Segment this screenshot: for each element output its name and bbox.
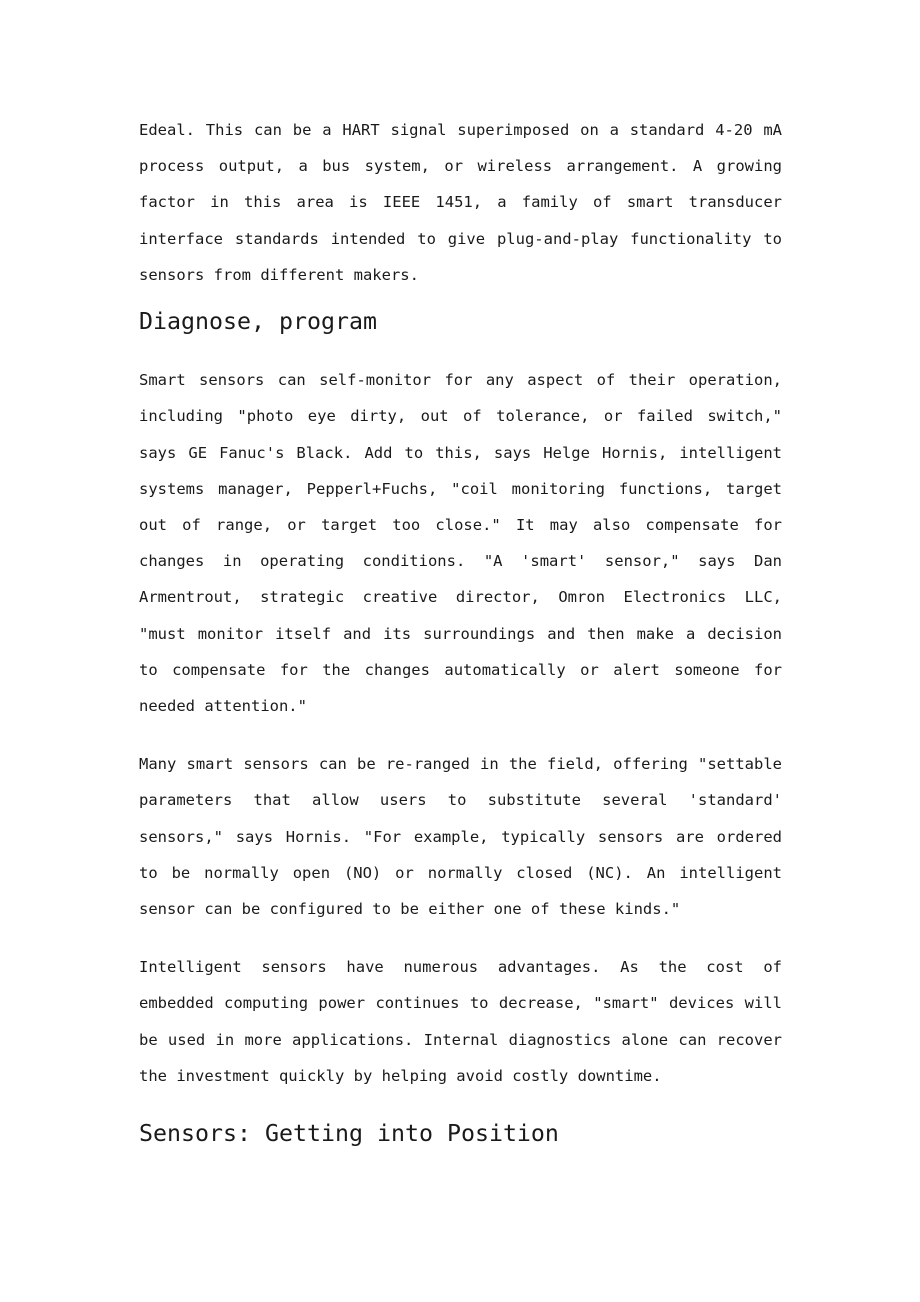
spacer [139, 927, 782, 949]
paragraph-communication: Edeal. This can be a HART signal superimposed on a standard 4-20 mA process output, a bus system, or wireless arrangement. A growing factor in this area is IEEE 1451, a family of smart transducer interface standards intended to give plug-and-play functionality to sensors from different makers. [139, 121, 782, 284]
paragraph-advantages: Intelligent sensors have numerous advantages. As the cost of embedded computing power continues to decrease, "smart" devices will be used in more applications. Internal diagnostics alone can recover the investment quickly by helping avoid costly downtime. [139, 958, 782, 1085]
section-heading-sensors-position: Sensors: Getting into Position [139, 1120, 559, 1148]
spacer [139, 340, 782, 362]
paragraph-re-ranged: Many smart sensors can be re-ranged in the field, offering "settable parameters that allow users to substitute several 'standard' sensors," says Hornis. "For example, typically sensors are ordered to be normally open (NO) or normally closed (NC). An intelligent sensor can be configured to be either one of these kinds." [139, 755, 782, 919]
spacer [139, 724, 782, 746]
spacer [139, 1094, 782, 1116]
spacer [139, 293, 782, 304]
paragraph-self-monitor: Smart sensors can self-monitor for any aspect of their operation, including "photo eye dirty, out of tolerance, or failed switch," says GE Fanuc's Black. Add to this, says Helge Hornis, intelligent systems manager, Pepperl+Fuchs, "coil monitoring functions, target out of range, or target too close." It may also compensate for changes in operating conditions. "A 'smart' sensor," says Dan Armentrout, strategic creative director, Omron Electronics LLC, "must monitor itself and its surroundings and then make a decision to compensate for the changes automatically or alert someone for needed attention." [139, 371, 782, 716]
document-body [139, 112, 782, 1152]
section-heading-diagnose: Diagnose, program [139, 308, 377, 336]
